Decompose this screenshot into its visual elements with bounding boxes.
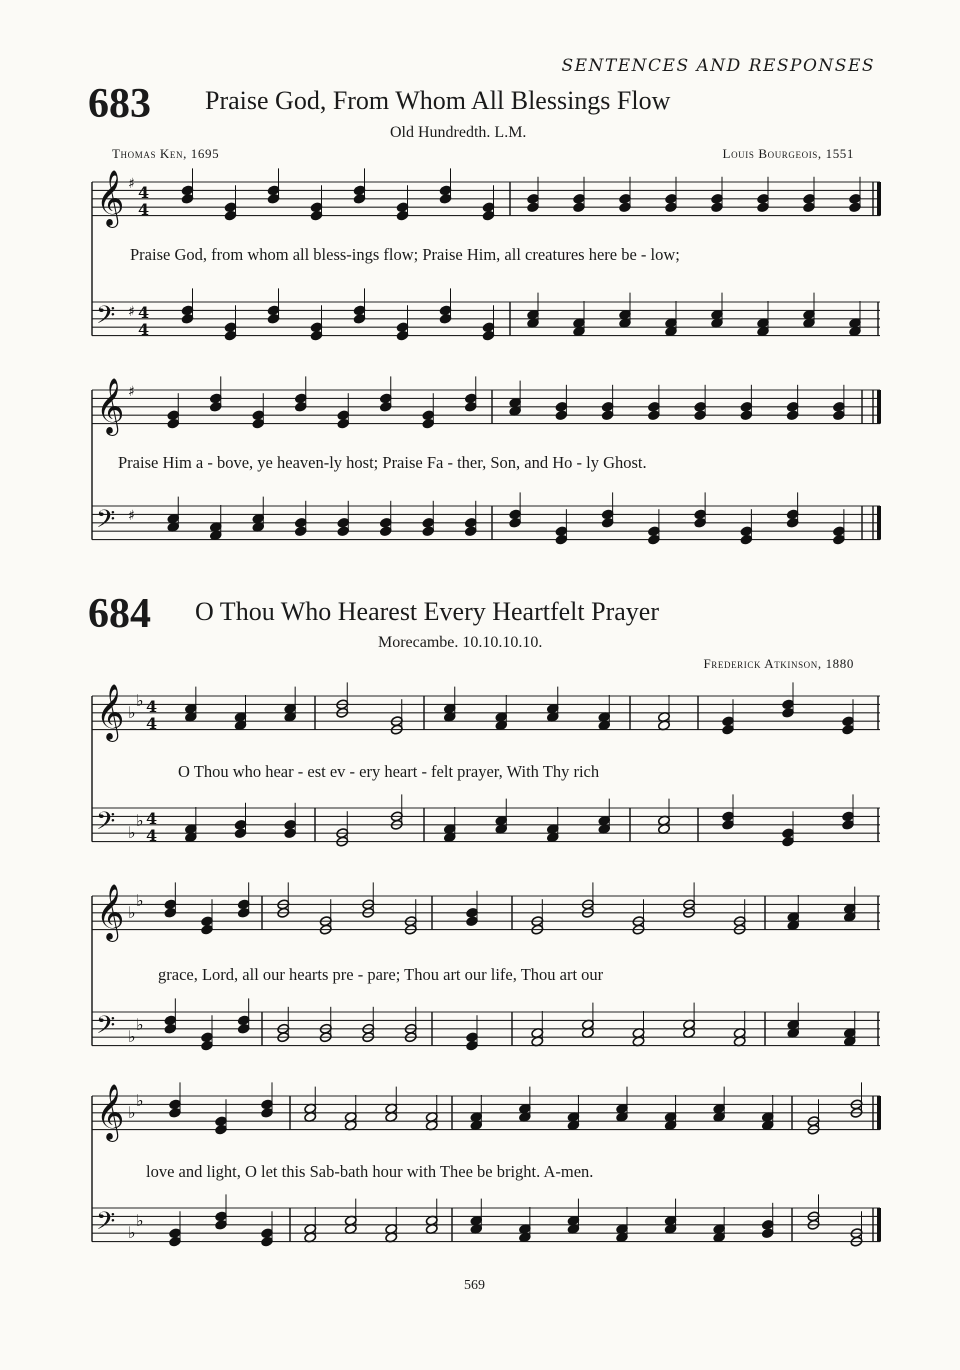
h684-s2-treble-keysig: ♭ xyxy=(128,903,136,922)
h684-s1-bass-note xyxy=(234,819,247,830)
h684-s3-bass-note xyxy=(215,1219,228,1230)
h683-s1-bass-note xyxy=(310,330,323,341)
hymn-title-684: O Thou Who Hearest Every Heartfelt Prayer xyxy=(195,597,659,626)
h683-s1-bass-keysig: ♯ xyxy=(128,304,135,320)
h684-s2-bass-note xyxy=(201,1032,214,1043)
h684-s2-treble-note xyxy=(466,916,479,927)
h683-s2-bass-note xyxy=(464,517,477,528)
h683-s1-bass-note xyxy=(267,305,280,316)
h683-s1-bass-note xyxy=(396,322,409,333)
h684-s2-treble-note xyxy=(237,907,250,918)
hymn-title-683: Praise God, From Whom All Blessings Flow xyxy=(205,86,671,115)
h683-s1-treble-note xyxy=(665,193,678,204)
h684-s3-treble-note xyxy=(215,1116,228,1127)
h683-s1-bass-note xyxy=(310,322,323,333)
h684-s3-bass-note xyxy=(261,1236,274,1247)
h683-s1-treble-note xyxy=(353,193,366,204)
h683-s1-treble-note xyxy=(527,202,540,213)
h683-s2-treble-note xyxy=(694,410,707,421)
h683-s2-bass-note xyxy=(294,517,307,528)
h684-s2-bass-note xyxy=(237,1023,250,1034)
h683-s2-bass-note xyxy=(379,526,392,537)
h684-s2-bass-keysig: ♭ xyxy=(128,1027,136,1046)
h684-s2-bass-note xyxy=(164,1023,177,1034)
h683-s1-treble-note xyxy=(396,210,409,221)
h683-s1-treble-note xyxy=(573,193,586,204)
hymn-number-684: 684 xyxy=(88,591,151,637)
h683-s1-bass-note xyxy=(353,313,366,324)
h683-s2-treble-note xyxy=(786,401,799,412)
h683-s2-bass-note xyxy=(601,509,614,520)
section-heading: SENTENCES AND RESPONSES xyxy=(561,56,875,76)
h683-s1-treble-note xyxy=(439,185,452,196)
h683-s2-treble-note xyxy=(209,401,222,412)
h683-s2-treble-note xyxy=(786,410,799,421)
h684-s1-bass-note xyxy=(284,819,297,830)
h684-s2-bass-keysig: ♭ xyxy=(136,1015,144,1034)
music-credit-684: Frederick Atkinson, 1880 xyxy=(703,656,854,671)
h683-s1-treble-note xyxy=(482,202,495,213)
h684-s3-treble-note xyxy=(169,1099,182,1110)
h684-s2-treble-note xyxy=(164,907,177,918)
h684-s3-treble-note xyxy=(215,1124,228,1135)
lyrics-684-line-1: O Thou who hear - est ev - ery heart - felt prayer, With Thy rich xyxy=(178,762,600,781)
h683-s1-bass-timesig: 4 xyxy=(138,303,150,322)
h684-s1-treble-note xyxy=(722,716,735,727)
h683-s1-treble-note xyxy=(267,185,280,196)
h684-s2-bass-note xyxy=(164,1015,177,1026)
music-credit-683: Louis Bourgeois, 1551 xyxy=(722,146,854,161)
h683-s1-treble-note xyxy=(757,202,770,213)
h683-s2-bass-note xyxy=(647,526,660,537)
h683-s1-treble-note xyxy=(665,202,678,213)
h684-s1-bass-note xyxy=(842,819,855,830)
h683-s1-treble-note xyxy=(849,202,862,213)
h683-s2-bass-note xyxy=(509,517,522,528)
h683-s2-bass-note xyxy=(740,534,753,545)
h684-s3-bass-note xyxy=(215,1211,228,1222)
lyrics-684-line-3: love and light, O let this Sab-bath hour with Thee be bright. A-men. xyxy=(146,1162,594,1181)
h684-s3-bass-keysig: ♭ xyxy=(136,1211,144,1230)
h684-s1-treble-timesig: 4 xyxy=(146,714,158,733)
h683-s1-bass-timesig: 4 xyxy=(138,320,150,339)
h683-s2-bass-note xyxy=(337,517,350,528)
h683-s1-treble-note xyxy=(803,193,816,204)
h683-s2-treble-keysig: ♯ xyxy=(128,384,135,400)
h683-s1-treble-note xyxy=(310,202,323,213)
h683-s1-treble-note xyxy=(803,202,816,213)
h684-s2-bass-clef: 𝄢 xyxy=(96,1011,116,1046)
h684-s1-bass-note xyxy=(234,828,247,839)
h683-s1-treble-note xyxy=(573,202,586,213)
h683-s1-bass-note xyxy=(181,313,194,324)
h683-s1-treble-note xyxy=(439,193,452,204)
h684-s1-treble-note xyxy=(782,699,795,710)
h684-s1-treble-note xyxy=(842,716,855,727)
h683-s1-treble-note xyxy=(711,193,724,204)
h683-s1-bass-clef: 𝄢 xyxy=(96,301,116,336)
h683-s1-treble-note xyxy=(527,193,540,204)
h684-s3-bass-note xyxy=(761,1219,774,1230)
h683-s1-treble-note xyxy=(224,202,237,213)
lyrics-684-line-2: grace, Lord, all our hearts pre - pare; Thou art our life, Thou art our xyxy=(158,965,604,984)
h683-s2-treble-clef: 𝄞 xyxy=(96,378,125,434)
h684-s1-bass-note xyxy=(722,819,735,830)
h684-s1-bass-timesig: 4 xyxy=(146,826,158,845)
h683-s2-treble-note xyxy=(832,410,845,421)
h684-s1-treble-clef: 𝄞 xyxy=(96,684,125,740)
page-number: 569 xyxy=(464,1278,485,1293)
h683-s2-treble-note xyxy=(337,418,350,429)
h683-s1-bass-note xyxy=(482,330,495,341)
h683-s2-bass-note xyxy=(786,517,799,528)
h683-s2-treble-note xyxy=(694,401,707,412)
h684-s2-treble-note xyxy=(201,916,214,927)
h684-s2-treble-note xyxy=(237,899,250,910)
h683-s2-bass-clef: 𝄢 xyxy=(96,505,116,540)
h683-s1-bass-note xyxy=(439,305,452,316)
h683-s2-treble-note xyxy=(422,410,435,421)
h684-s2-treble-note xyxy=(201,924,214,935)
h683-s2-bass-note xyxy=(509,509,522,520)
h683-s2-bass-note xyxy=(464,526,477,537)
h683-s1-bass-note xyxy=(353,305,366,316)
h684-s2-treble-keysig: ♭ xyxy=(136,891,144,910)
h683-s1-bass-note xyxy=(181,305,194,316)
h683-s1-treble-note xyxy=(181,185,194,196)
hymn-number-683: 683 xyxy=(88,81,151,127)
h684-s3-bass-note xyxy=(169,1236,182,1247)
h683-s1-bass-note xyxy=(224,330,237,341)
h683-s1-bass-note xyxy=(396,330,409,341)
words-credit-683: Thomas Ken, 1695 xyxy=(112,146,220,161)
h683-s2-bass-note xyxy=(294,526,307,537)
h683-s2-treble-note xyxy=(294,401,307,412)
h684-s1-bass-keysig: ♭ xyxy=(136,811,144,830)
h683-s2-bass-note xyxy=(601,517,614,528)
h683-s1-treble-note xyxy=(711,202,724,213)
h684-s2-bass-note xyxy=(466,1032,479,1043)
h684-s2-treble-clef: 𝄞 xyxy=(96,884,125,940)
h683-s2-bass-note xyxy=(555,526,568,537)
h683-s1-treble-note xyxy=(757,193,770,204)
h684-s3-bass-clef: 𝄢 xyxy=(96,1207,116,1242)
h683-s2-bass-note xyxy=(740,526,753,537)
h683-s2-treble-note xyxy=(252,418,265,429)
lyrics-683-line-2: Praise Him a - bove, ye heaven-ly host; Praise Fa - ther, Son, and Ho - ly Ghost. xyxy=(118,453,647,472)
h684-s1-bass-note xyxy=(284,828,297,839)
h683-s2-treble-note xyxy=(555,410,568,421)
h683-s2-treble-note xyxy=(740,401,753,412)
h683-s2-treble-note xyxy=(647,401,660,412)
h684-s2-bass-note xyxy=(466,1040,479,1051)
h683-s2-treble-note xyxy=(601,401,614,412)
h684-s3-treble-keysig: ♭ xyxy=(128,1103,136,1122)
tune-name-684: Morecambe. 10.10.10.10. xyxy=(378,634,543,651)
h683-s2-bass-note xyxy=(422,517,435,528)
h684-s3-bass-keysig: ♭ xyxy=(128,1223,136,1242)
h684-s3-bass-note xyxy=(261,1228,274,1239)
h683-s2-bass-note xyxy=(647,534,660,545)
h683-s1-bass-note xyxy=(439,313,452,324)
h684-s3-treble-note xyxy=(261,1099,274,1110)
h683-s2-treble-note xyxy=(167,410,180,421)
h683-s2-bass-note xyxy=(694,517,707,528)
h683-s1-treble-note xyxy=(224,210,237,221)
h683-s2-treble-note xyxy=(832,401,845,412)
h683-s2-bass-note xyxy=(694,509,707,520)
h683-s1-treble-clef: 𝄞 xyxy=(96,170,125,226)
h684-s3-bass-note xyxy=(761,1228,774,1239)
h684-s1-treble-note xyxy=(722,724,735,735)
h684-s2-treble-note xyxy=(466,907,479,918)
h683-s1-treble-note xyxy=(267,193,280,204)
h683-s2-bass-keysig: ♯ xyxy=(128,508,135,524)
h683-s2-treble-note xyxy=(464,393,477,404)
h683-s1-treble-note xyxy=(482,210,495,221)
h684-s1-treble-keysig: ♭ xyxy=(128,703,136,722)
h683-s1-bass-note xyxy=(224,322,237,333)
h684-s2-treble-note xyxy=(164,899,177,910)
h684-s2-bass-note xyxy=(201,1040,214,1051)
h683-s2-treble-note xyxy=(740,410,753,421)
h683-s1-treble-note xyxy=(310,210,323,221)
h684-s1-bass-note xyxy=(782,828,795,839)
h683-s1-treble-note xyxy=(849,193,862,204)
h683-s1-treble-note xyxy=(353,185,366,196)
h683-s2-treble-note xyxy=(294,393,307,404)
h683-s2-treble-note xyxy=(167,418,180,429)
h683-s2-treble-note xyxy=(379,401,392,412)
h683-s2-treble-note xyxy=(601,410,614,421)
h684-s1-bass-timesig: 4 xyxy=(146,809,158,828)
h683-s1-treble-note xyxy=(619,202,632,213)
h683-s2-bass-note xyxy=(832,526,845,537)
h683-s2-treble-note xyxy=(555,401,568,412)
h684-s1-bass-note xyxy=(782,836,795,847)
h684-s1-treble-timesig: 4 xyxy=(146,697,158,716)
h684-s1-bass-clef: 𝄢 xyxy=(96,807,116,842)
h683-s1-bass-note xyxy=(482,322,495,333)
h684-s1-bass-note xyxy=(722,811,735,822)
h683-s2-bass-note xyxy=(422,526,435,537)
h683-s1-bass-note xyxy=(267,313,280,324)
h684-s3-treble-note xyxy=(169,1107,182,1118)
h683-s1-treble-note xyxy=(619,193,632,204)
h684-s3-treble-clef: 𝄞 xyxy=(96,1084,125,1140)
h683-s2-treble-note xyxy=(379,393,392,404)
h683-s2-bass-note xyxy=(555,534,568,545)
h683-s1-treble-timesig: 4 xyxy=(138,200,150,219)
h684-s1-treble-keysig: ♭ xyxy=(136,691,144,710)
h683-s2-bass-note xyxy=(786,509,799,520)
h683-s1-treble-note xyxy=(396,202,409,213)
h683-s2-treble-note xyxy=(337,410,350,421)
h684-s3-treble-note xyxy=(261,1107,274,1118)
h683-s2-treble-note xyxy=(209,393,222,404)
h684-s1-bass-keysig: ♭ xyxy=(128,823,136,842)
tune-name-683: Old Hundredth. L.M. xyxy=(390,124,527,141)
h684-s1-treble-note xyxy=(782,707,795,718)
h684-s2-bass-note xyxy=(237,1015,250,1026)
h684-s1-treble-note xyxy=(842,724,855,735)
h683-s2-bass-note xyxy=(379,517,392,528)
h683-s2-treble-note xyxy=(464,401,477,412)
h683-s2-bass-note xyxy=(832,534,845,545)
h683-s2-treble-note xyxy=(422,418,435,429)
h683-s1-treble-keysig: ♯ xyxy=(128,176,135,192)
h683-s1-treble-timesig: 4 xyxy=(138,183,150,202)
lyrics-683-line-1: Praise God, from whom all bless-ings flow; Praise Him, all creatures here be - low; xyxy=(130,245,680,264)
h684-s1-bass-note xyxy=(842,811,855,822)
h684-s3-bass-note xyxy=(169,1228,182,1239)
h683-s2-treble-note xyxy=(252,410,265,421)
h684-s3-treble-keysig: ♭ xyxy=(136,1091,144,1110)
h683-s2-treble-note xyxy=(647,410,660,421)
h683-s1-treble-note xyxy=(181,193,194,204)
h683-s2-bass-note xyxy=(337,526,350,537)
